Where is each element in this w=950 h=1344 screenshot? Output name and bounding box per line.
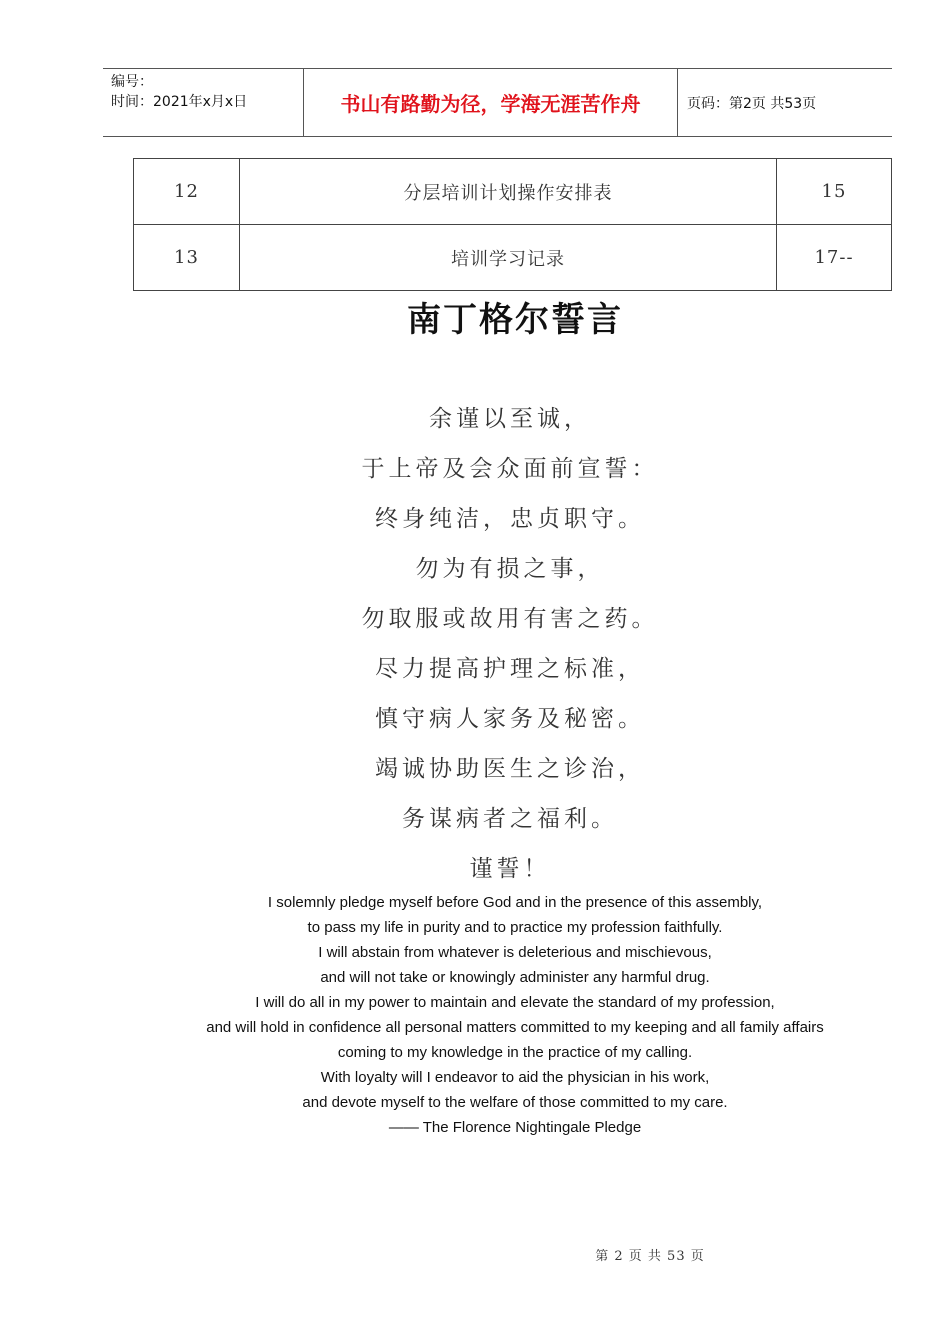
pledge-cn-line: 慎守病人家务及秘密。 xyxy=(375,706,645,732)
pledge-cn-line: 勿取服或故用有害之药。 xyxy=(361,606,659,632)
number-label: 编号： xyxy=(111,74,153,90)
table-row xyxy=(134,225,892,291)
page-title: 南丁格尔誓言 xyxy=(407,300,623,340)
pledge-cn-line: 余谨以至诚， xyxy=(429,406,591,432)
pledge-en-line: I will do all in my power to maintain and elevate the standard of my profession, xyxy=(255,994,775,1011)
pledge-en-line: I solemnly pledge myself before God and in the presence of this assembly, xyxy=(267,894,763,911)
header-meta xyxy=(111,72,301,112)
header-page-label: 页码：第2页 共53页 xyxy=(687,95,817,112)
pledge-cn-line: 竭诚协助医生之诊治， xyxy=(375,756,645,782)
pledge-en-line: I will abstain from whatever is deleterious and mischievous, xyxy=(318,944,712,961)
pledge-cn-line: 尽力提高护理之标准， xyxy=(375,656,645,682)
pledge-en-line: With loyalty will I endeavor to aid the physician in his work, xyxy=(320,1069,710,1086)
pledge-cn-line: 务谋病者之福利。 xyxy=(402,806,618,832)
toc-title: 培训学习记录 xyxy=(240,225,777,291)
header-motto: 书山有路勤为径，学海无涯苦作舟 xyxy=(303,69,678,136)
toc-page: 15 xyxy=(777,159,892,225)
pledge-en-line: and will not take or knowingly administer any harmful drug. xyxy=(320,969,710,986)
pledge-en-line: and devote myself to the welfare of those committed to my care. xyxy=(302,1094,728,1111)
toc-page: 17-- xyxy=(777,225,892,291)
pledge-chinese xyxy=(0,396,950,896)
pledge-english xyxy=(0,891,950,1141)
page-header xyxy=(103,68,892,137)
pledge-attribution: —— The Florence Nightingale Pledge xyxy=(388,1119,642,1136)
pledge-cn-line: 于上帝及会众面前宣誓： xyxy=(361,456,659,482)
page-footer: 第 2 页 共 53 页 xyxy=(595,1249,705,1264)
pledge-en-line: and will hold in confidence all personal matters committed to my keeping and all family affairs xyxy=(206,1019,824,1036)
toc-title: 分层培训计划操作安排表 xyxy=(240,159,777,225)
pledge-cn-line: 终身纯洁，忠贞职守。 xyxy=(375,506,645,532)
pledge-en-line: coming to my knowledge in the practice of my calling. xyxy=(337,1044,693,1061)
pledge-cn-line: 勿为有损之事， xyxy=(415,556,605,582)
toc-table xyxy=(133,158,892,291)
toc-num: 13 xyxy=(134,225,240,291)
pledge-cn-line: 谨誓！ xyxy=(469,856,551,882)
time-label: 时间：2021年x月x日 xyxy=(111,94,248,110)
table-row xyxy=(134,159,892,225)
toc-num: 12 xyxy=(134,159,240,225)
pledge-en-line: to pass my life in purity and to practice my profession faithfully. xyxy=(307,919,723,936)
